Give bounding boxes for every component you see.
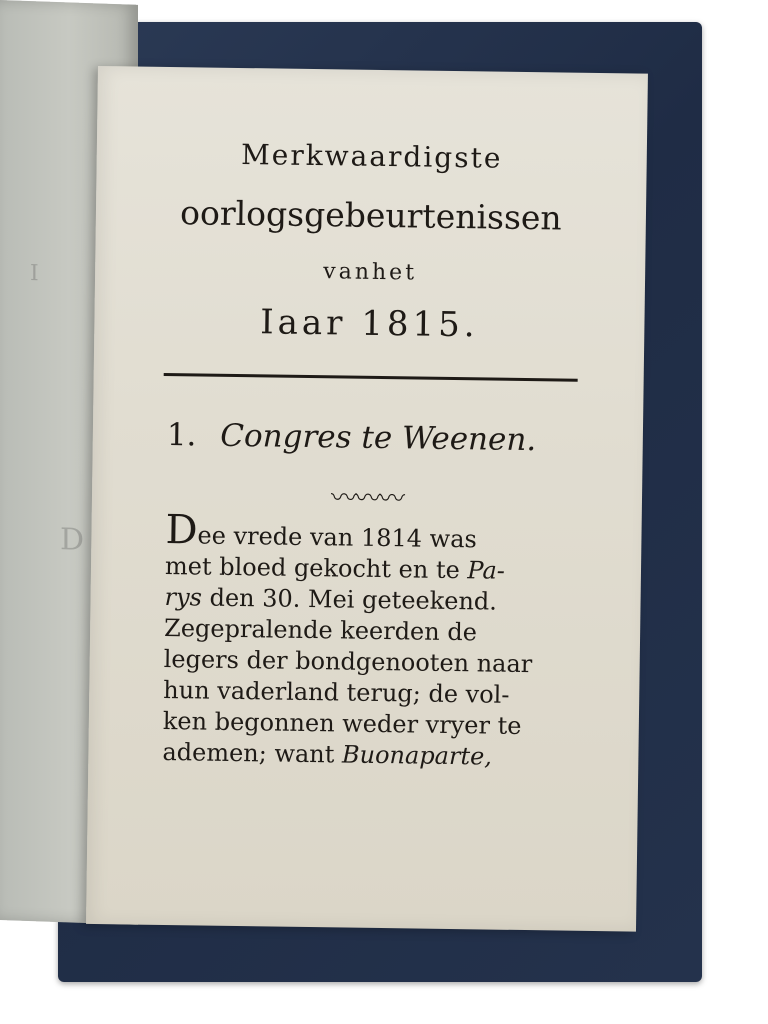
body-line: Zegepralende keerden de <box>163 613 478 647</box>
title-line-2: oorlogsgebeurtenissen <box>179 193 562 238</box>
title-line-3: vanhet <box>323 259 418 286</box>
left-page-bleed-mark: D <box>60 522 85 558</box>
body-line: Dee vrede van 1814 was <box>165 506 477 554</box>
title-line-4: Iaar 1815. <box>259 302 479 346</box>
title-rule <box>164 373 578 382</box>
chapter-title: Congres te Weenen. <box>220 417 537 459</box>
drop-cap: D <box>165 506 198 554</box>
body-line: hun vaderland terug; de vol- <box>163 675 510 709</box>
body-line: ademen; want Buonaparte, <box>162 737 493 771</box>
chapter-number: 1. <box>166 416 197 454</box>
body-line: legers der bondgenooten naar <box>163 644 533 679</box>
title-line-1: Merkwaardigste <box>240 138 503 175</box>
left-page-bleed-mark: I <box>30 261 39 287</box>
chapter-heading <box>167 417 587 459</box>
body-line: rys den 30. Mei geteekend. <box>164 582 498 616</box>
body-line: met bloed gekocht en te Pa- <box>164 551 506 585</box>
body-text <box>162 506 565 774</box>
ornament-divider: 〰〰〰 <box>330 483 404 515</box>
right-page <box>86 66 648 932</box>
body-line: ken begonnen weder vryer te <box>162 706 522 740</box>
